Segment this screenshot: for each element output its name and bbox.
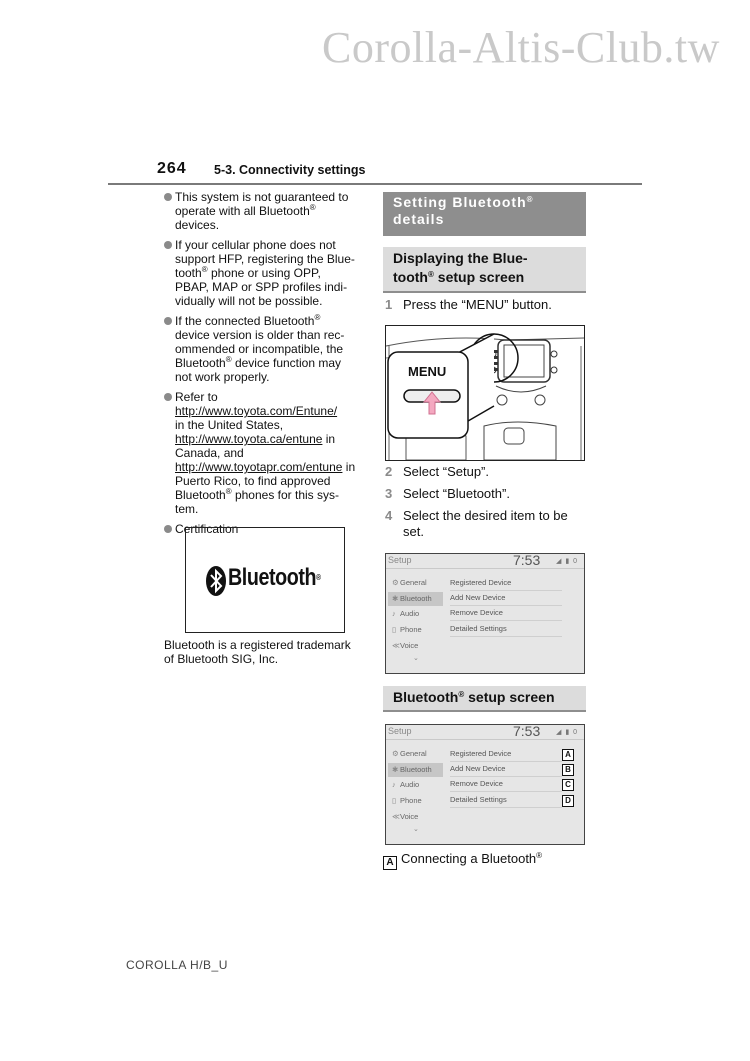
bullet-icon	[164, 525, 172, 533]
status-icons: ◢ ▮ 0	[556, 558, 579, 565]
menu-add-new-device[interactable]: Add New Device	[450, 762, 562, 777]
heading-displaying-setup-screen: Displaying the Blue- tooth® setup screen	[383, 247, 586, 293]
list-item: If your cellular phone does not support HFP, registering the Blue- tooth® phone or using OPP, PBAP, MAP or SPP profiles indi- vidually will not be possible.	[164, 238, 364, 308]
status-icons: ◢ ▮ 0	[556, 729, 579, 736]
heading-bluetooth-setup-screen: Bluetooth® setup screen	[383, 686, 586, 712]
menu-detailed-settings[interactable]: Detailed Settings	[450, 622, 562, 637]
dashboard-drawing	[386, 326, 584, 460]
callout-tag-c: C	[562, 779, 574, 791]
gear-icon: ⚙	[392, 578, 399, 587]
bluetooth-icon	[206, 566, 226, 596]
phone-icon: ▯	[392, 625, 397, 634]
chevron-down-icon[interactable]: ⌄	[413, 826, 419, 833]
menu-add-new-device[interactable]: Add New Device	[450, 591, 562, 606]
menu-registered-device[interactable]: Registered Device	[450, 747, 562, 762]
screen-title: Setup	[388, 555, 412, 565]
music-note-icon: ♪	[392, 780, 396, 789]
sidebar-item-general[interactable]: ⚙General	[388, 747, 443, 761]
footer-model: COROLLA H/B_U	[126, 958, 228, 972]
voice-icon: ≪	[392, 641, 400, 650]
callout-tag-d: D	[562, 795, 574, 807]
link-toyota-pr[interactable]: http://www.toyotapr.com/entune	[175, 460, 343, 474]
bullet-icon	[164, 193, 172, 201]
sidebar-item-voice[interactable]: ≪Voice	[388, 639, 443, 653]
bluetooth-icon: ✱	[392, 765, 399, 774]
phone-icon: ▯	[392, 796, 397, 805]
menu-remove-device[interactable]: Remove Device	[450, 777, 562, 792]
link-toyota-ca[interactable]: http://www.toyota.ca/entune	[175, 432, 323, 446]
sidebar-item-phone[interactable]: ▯ Phone	[388, 623, 443, 637]
callout-tag-b: B	[562, 764, 574, 776]
sidebar-item-voice[interactable]: ≪Voice	[388, 810, 443, 824]
sidebar-item-general[interactable]: ⚙General	[388, 576, 443, 590]
item-a-description: A Connecting a Bluetooth®	[383, 850, 542, 870]
bullet-icon	[164, 393, 172, 401]
menu-remove-device[interactable]: Remove Device	[450, 606, 562, 621]
callout-tag-a: A	[562, 749, 574, 761]
step-4: 4 Select the desired item to be set.	[385, 508, 568, 539]
sidebar-item-bluetooth[interactable]: ✱ Bluetooth	[388, 592, 443, 606]
section-title: 5-3. Connectivity settings	[214, 163, 366, 177]
setup-screen-1	[385, 553, 585, 674]
header-rule	[108, 183, 642, 185]
page-number: 264	[157, 160, 187, 177]
sidebar-item-phone[interactable]: ▯ Phone	[388, 794, 443, 808]
bluetooth-icon: ✱	[392, 594, 399, 603]
dashboard-illustration	[385, 325, 585, 461]
bluetooth-logo-box	[185, 527, 345, 633]
sidebar-item-audio[interactable]: ♪ Audio	[388, 778, 443, 792]
menu-registered-device[interactable]: Registered Device	[450, 576, 562, 591]
step-2: 2 Select “Setup”.	[385, 464, 489, 479]
sidebar-item-audio[interactable]: ♪ Audio	[388, 607, 443, 621]
callout-tag-a: A	[383, 856, 397, 870]
screen-clock: 7:53	[513, 553, 541, 568]
list-item: If the connected Bluetooth® device version is older than rec- ommended or incompatible, the Bluetooth® device function may not work properly.	[164, 314, 364, 384]
chevron-down-icon[interactable]: ⌄	[413, 655, 419, 662]
menu-button-label: MENU	[408, 364, 447, 379]
step-1: 1 Press the “MENU” button.	[385, 297, 552, 312]
step-3: 3 Select “Bluetooth”.	[385, 486, 510, 501]
bluetooth-wordmark: Bluetooth®	[228, 564, 321, 591]
bullet-icon	[164, 317, 172, 325]
trademark-caption: Bluetooth is a registered trademark of Bluetooth SIG, Inc.	[164, 638, 351, 666]
sidebar-item-bluetooth[interactable]: ✱ Bluetooth	[388, 763, 443, 777]
list-item: Refer to http://www.toyota.com/Entune/ in the United States, http://www.toyota.ca/entune in Canada, and http://www.toyotapr.com/entune in Puerto Rico, to find approved Bluetooth® phones for this sys- tem.	[164, 390, 364, 516]
list-item: This system is not guaranteed to operate with all Bluetooth® devices.	[164, 190, 364, 232]
heading-setting-bluetooth-details: Setting Bluetooth® details	[383, 192, 586, 236]
voice-icon: ≪	[392, 812, 400, 821]
list-item: Certification	[164, 522, 364, 536]
bullet-icon	[164, 241, 172, 249]
watermark: Corolla-Altis-Club.tw	[322, 23, 720, 72]
bullet-list	[164, 190, 364, 542]
setup-screen-2	[385, 724, 585, 845]
link-toyota-us[interactable]: http://www.toyota.com/Entune/	[175, 404, 338, 418]
screen-clock: 7:53	[513, 724, 541, 739]
menu-detailed-settings[interactable]: Detailed Settings	[450, 793, 562, 808]
screen-title: Setup	[388, 726, 412, 736]
music-note-icon: ♪	[392, 609, 396, 618]
gear-icon: ⚙	[392, 749, 399, 758]
